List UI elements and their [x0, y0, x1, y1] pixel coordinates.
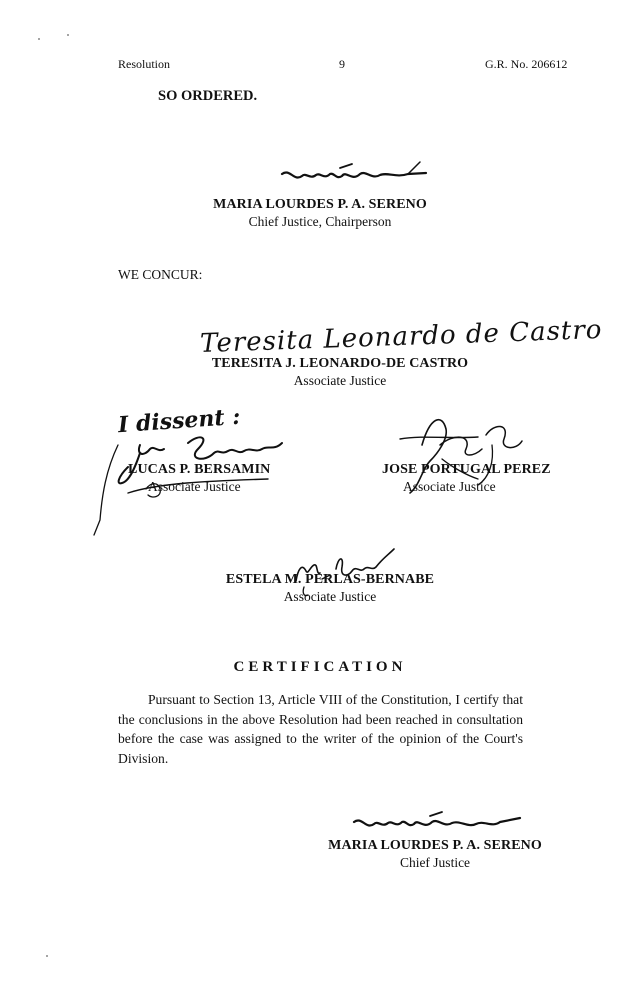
justice-name-perez: JOSE PORTUGAL PEREZ [382, 462, 551, 477]
justice-title-perez: Associate Justice [403, 479, 496, 494]
certification-signatory-title: Chief Justice [399, 855, 471, 870]
case-number: G.R. No. 206612 [485, 57, 568, 71]
we-concur-label: WE CONCUR: [118, 267, 203, 282]
dissent-note: I dissent : [117, 403, 242, 439]
scan-speck [38, 38, 40, 40]
scan-speck [46, 955, 48, 957]
ponente-title: Chief Justice, Chairperson [248, 214, 392, 229]
justice-name-bersamin: LUCAS P. BERSAMIN [128, 462, 271, 477]
certification-signatory-name: MARIA LOURDES P. A. SERENO [328, 838, 542, 853]
leonardo-de-castro-handwritten-signature: Teresita Leonardo de Castro [199, 314, 603, 360]
justice-title-bersamin: Associate Justice [148, 479, 241, 494]
justice-title-leonardo-de-castro: Associate Justice [293, 373, 387, 388]
page-number: 9 [339, 57, 345, 71]
ponente-name: MARIA LOURDES P. A. SERENO [213, 197, 427, 212]
sereno-signature [280, 160, 430, 195]
justice-title-perlas-bernabe: Associate Justice [283, 589, 377, 604]
certification-heading: CERTIFICATION [233, 659, 407, 675]
header-left: Resolution [118, 57, 171, 71]
sereno-certification-signature [350, 808, 525, 838]
scan-speck [67, 34, 69, 36]
justice-name-perlas-bernabe: ESTELA M. PERLAS-BERNABE [225, 572, 435, 587]
justice-name-leonardo-de-castro: TERESITA J. LEONARDO-DE CASTRO [211, 356, 469, 371]
so-ordered: SO ORDERED. [158, 88, 258, 104]
certification-body: Pursuant to Section 13, Article VIII of the Constitution, I certify that the conclusions in the above Resolution had been reached in consultation before the case was assigned to the writer of the opinion of the Court's Division. [118, 692, 523, 766]
